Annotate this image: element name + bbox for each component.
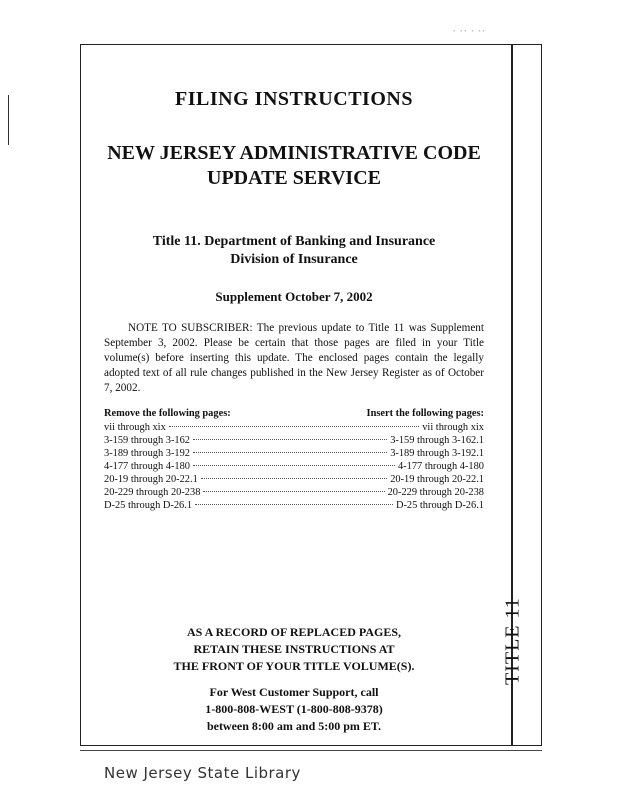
insert-pages: 3-159 through 3-162.1: [390, 435, 484, 446]
table-row: [104, 460, 484, 473]
insert-pages: vii through xix: [422, 422, 484, 433]
table-row: [104, 499, 484, 512]
insert-header: Insert the following pages:: [366, 408, 484, 419]
insert-pages: 4-177 through 4-180: [397, 461, 484, 472]
remove-pages: vii through xix: [104, 422, 166, 433]
table-row-cell: [104, 499, 484, 512]
record-line-1: AS A RECORD OF REPLACED PAGES,: [186, 625, 402, 639]
remove-pages: 20-19 through 20-22.1: [104, 474, 198, 485]
code-title: [104, 141, 484, 191]
department-line-2: Division of Insurance: [230, 252, 358, 267]
record-instruction: [104, 624, 484, 675]
remove-pages: D-25 through D-26.1: [104, 500, 193, 511]
title-tab-label: TITLE 11: [501, 597, 524, 685]
table-row-content: [104, 474, 484, 485]
code-title-line-1: NEW JERSEY ADMINISTRATIVE CODE: [107, 142, 481, 164]
table-row-content: [104, 461, 484, 472]
table-row-cell: [104, 460, 484, 473]
table-row: [104, 434, 484, 447]
page-replacement-table: [104, 408, 484, 512]
dot-leader: [193, 439, 387, 440]
insert-pages: 3-189 through 3-192.1: [390, 448, 484, 459]
dot-leader: [193, 452, 387, 453]
support-hours: between 8:00 am and 5:00 pm ET.: [206, 719, 382, 733]
table-row-cell: [104, 447, 484, 460]
dot-leader: [193, 465, 395, 466]
remove-pages: 4-177 through 4-180: [104, 461, 191, 472]
scan-smudge: ⋅ ⋅⋅ ⋅ ⋅⋅: [452, 24, 486, 38]
table-row-content: [104, 422, 484, 433]
insert-pages: 20-19 through 20-22.1: [390, 474, 484, 485]
record-line-2: RETAIN THESE INSTRUCTIONS AT: [193, 642, 395, 656]
table-row-content: [104, 500, 484, 511]
table-row-content: [104, 448, 484, 459]
customer-support-info: [104, 684, 484, 735]
scan-edge-line: [8, 95, 9, 145]
table-row: [104, 447, 484, 460]
support-line-1: For West Customer Support, call: [209, 685, 379, 699]
remove-header: Remove the following pages:: [104, 408, 231, 419]
support-phone: 1-800-808-WEST (1-800-808-9378): [205, 702, 383, 716]
record-line-3: THE FRONT OF YOUR TITLE VOLUME(S).: [173, 659, 415, 673]
table-row-cell: [104, 434, 484, 447]
dot-leader: [201, 478, 387, 479]
page-title: FILING INSTRUCTIONS: [175, 88, 413, 110]
remove-pages: 3-159 through 3-162: [104, 435, 191, 446]
dot-leader: [169, 426, 419, 427]
table-row-cell: [104, 421, 484, 434]
dot-leader: [203, 491, 384, 492]
bottom-rule: [80, 750, 542, 751]
remove-pages: 3-189 through 3-192: [104, 448, 191, 459]
remove-pages: 20-229 through 20-238: [104, 487, 201, 498]
table-row: [104, 421, 484, 434]
table-row-cell: [104, 473, 484, 486]
table-row-content: [104, 487, 484, 498]
dot-leader: [195, 504, 393, 505]
code-title-line-2: UPDATE SERVICE: [207, 167, 381, 189]
insert-pages: 20-229 through 20-238: [387, 487, 484, 498]
department-heading: [104, 233, 484, 269]
department-line-1: Title 11. Department of Banking and Insurance: [152, 234, 436, 249]
table-row: [104, 473, 484, 486]
document-body: [104, 88, 484, 512]
table-row-cell: [104, 486, 484, 499]
insert-pages: D-25 through D-26.1: [395, 500, 484, 511]
subscriber-note: NOTE TO SUBSCRIBER: The previous update to Title 11 was Supplement September 3, 2002. Please be certain that those pages are filed in your Title volume(s) before inserting this update. The enclosed pages contain the legally adopted text of all rule changes published in the New Jersey Register as of October 7, 2002.: [104, 322, 484, 394]
supplement-date: Supplement October 7, 2002: [215, 289, 373, 304]
table-row: [104, 486, 484, 499]
table-row-content: [104, 435, 484, 446]
library-stamp: New Jersey State Library: [104, 764, 301, 782]
